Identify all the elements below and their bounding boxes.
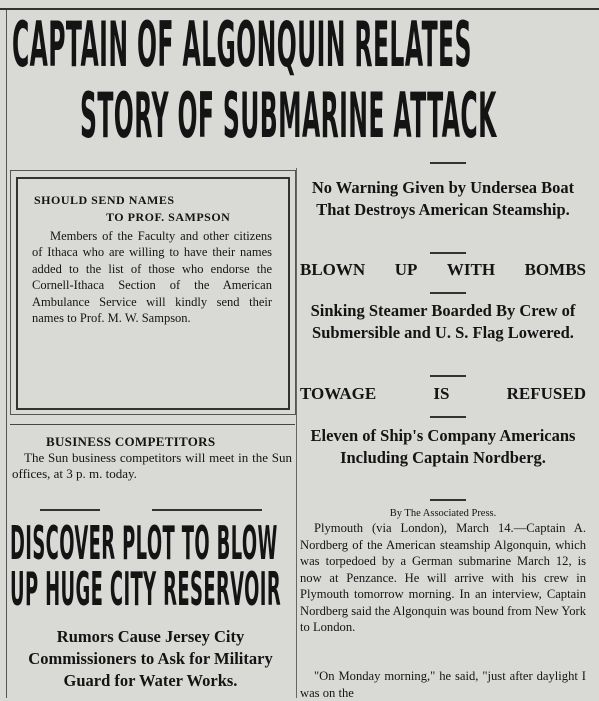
byline: By The Associated Press. — [389, 508, 497, 519]
plot-headline-line1: DISCOVER PLOT TO BLOW — [10, 516, 278, 570]
deck-towage-refused — [300, 384, 586, 404]
deck-word: WITH — [446, 260, 496, 279]
deck-separator-5 — [430, 416, 466, 418]
column-rule — [296, 168, 297, 698]
competitors-body: The Sun business competitors will meet in the Sun offices, at 3 p. m. today. — [12, 450, 292, 481]
dash-rule-right — [152, 509, 262, 511]
plot-deck: Rumors Cause Jersey City Commissioners to Ask for Military Guard for Water Works. — [28, 627, 273, 690]
deck-no-warning: No Warning Given by Undersea Boat That Destroys American Steamship. — [311, 178, 575, 219]
deck-separator-1 — [430, 162, 466, 164]
section-divider — [10, 424, 295, 425]
notice-heading-2: TO PROF. SAMPSON — [106, 210, 231, 224]
deck-eleven-americans: Eleven of Ship's Company Americans Including Captain Nordberg. — [310, 426, 576, 467]
deck-word: TOWAGE — [300, 384, 377, 403]
deck-blown-up — [300, 260, 586, 280]
deck-separator-2 — [430, 252, 466, 254]
main-headline-line1: CAPTAIN OF ALGONQUIN RELATES — [12, 8, 472, 81]
deck-word: UP — [394, 260, 418, 279]
deck-word: BOMBS — [524, 260, 586, 279]
deck-word: REFUSED — [506, 384, 586, 403]
main-headline-line2: STORY OF SUBMARINE ATTACK — [80, 79, 497, 152]
deck-separator-4 — [430, 375, 466, 377]
notice-body: Members of the Faculty and other citizens of Ithaca who are willing to have their names added to the list of those who endorse the Cornell-Ithaca Section of the American Ambulance Service will kindly send their names to Prof. M. W. Sampson. — [32, 229, 272, 326]
competitors-heading: BUSINESS COMPETITORS — [46, 434, 216, 449]
notice-heading-1: SHOULD SEND NAMES — [34, 193, 175, 207]
dash-rule-left — [40, 509, 100, 511]
deck-word: BLOWN — [300, 260, 366, 279]
plot-headline-line2: UP HUGE CITY RESERVOIR — [10, 562, 282, 616]
left-column-edge — [6, 10, 7, 698]
story-paragraph-1: Plymouth (via London), March 14.—Captain A. Nordberg of the American steamship Algonquin, which was torpedoed by a German submarine March 12, is now at Penzance. He will arrive with his crew in Plymouth tomorrow morning. In an interview, Captain Nordberg said the Algonquin was bound from New York to London. — [300, 521, 586, 634]
story-paragraph-2: "On Monday morning," he said, "just after daylight I was on the — [300, 669, 586, 700]
deck-separator-3 — [430, 292, 466, 294]
deck-sinking-steamer: Sinking Steamer Boarded By Crew of Submersible and U. S. Flag Lowered. — [310, 301, 576, 342]
deck-word: IS — [433, 384, 450, 403]
deck-separator-6 — [430, 499, 466, 501]
